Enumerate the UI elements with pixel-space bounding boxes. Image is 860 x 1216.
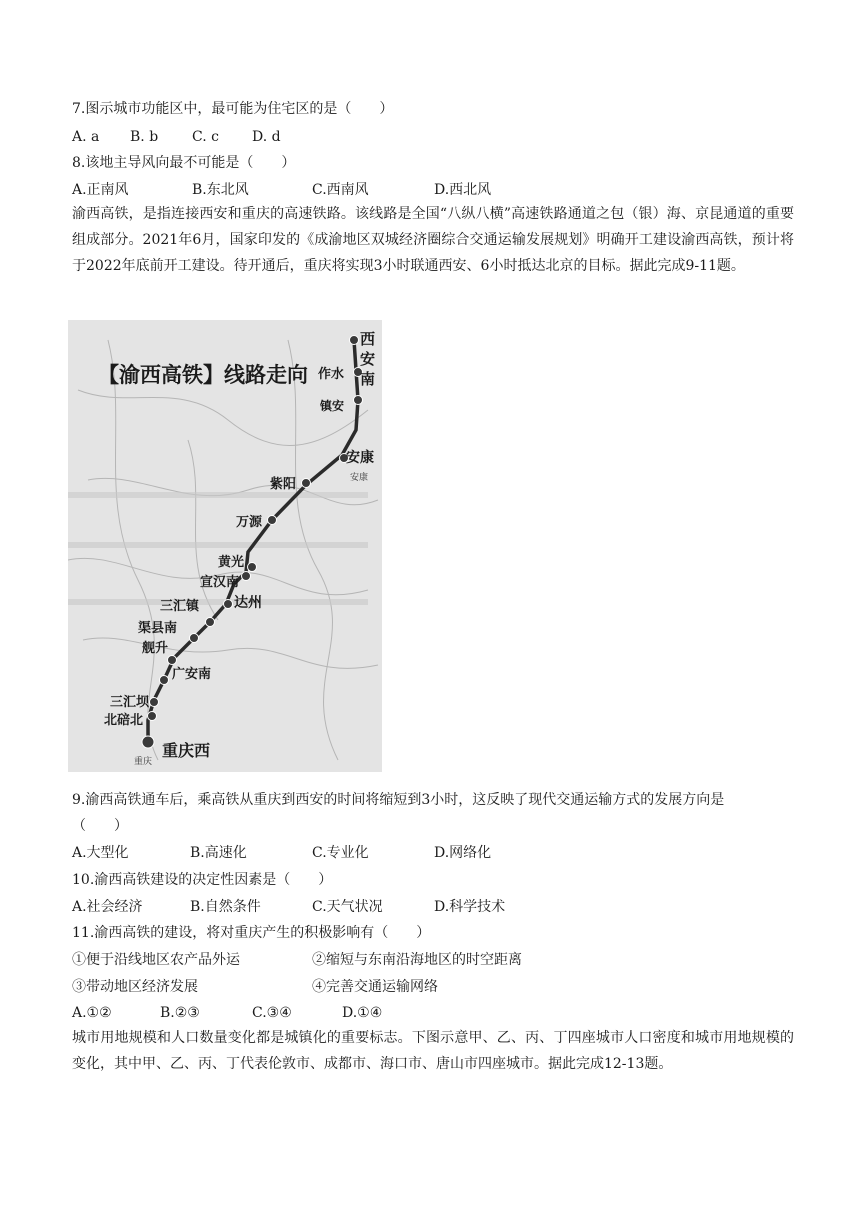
station-guangan-nan <box>160 676 169 685</box>
station-ziyang <box>302 479 311 488</box>
station-quxian-nan <box>190 634 199 643</box>
label-dazhou: 达州 <box>234 595 262 611</box>
q9-option-c[interactable]: C.专业化 <box>312 845 369 861</box>
q7-option-d[interactable]: D. d <box>252 129 281 145</box>
q11-item-4: ④完善交通运输网络 <box>312 979 438 995</box>
railway-route-map <box>68 320 382 772</box>
label-sanhuizhen: 三汇镇 <box>160 599 200 614</box>
q9-stem-continued: （ ） <box>72 818 128 834</box>
label-chongqing-xi: 重庆西 <box>162 741 211 760</box>
station-chongqing-xi <box>142 736 154 748</box>
passage-urbanization: 城市用地规模和人口数量变化都是城镇化的重要标志。下图示意甲、乙、丙、丁四座城市人口密度和城市用地规模的变化，其中甲、乙、丙、丁代表伦敦市、成都市、海口市、唐山市四座城市。据此完成12-13题。 <box>72 1030 794 1072</box>
q11-option-a[interactable]: A.①② <box>72 1005 112 1021</box>
q11-stem: 11.渝西高铁的建设，将对重庆产生的积极影响有（ ） <box>72 925 431 941</box>
label-an: 安 <box>360 350 376 368</box>
label-nan: 南 <box>360 370 376 388</box>
q11-item-2: ②缩短与东南沿海地区的时空距离 <box>312 952 522 968</box>
label-ankang-small: 安康 <box>350 473 369 483</box>
q10-option-a[interactable]: A.社会经济 <box>72 899 143 915</box>
q10-option-b[interactable]: B.自然条件 <box>190 899 261 915</box>
q7-option-a[interactable]: A. a <box>72 129 100 145</box>
station-zhenan <box>354 396 363 405</box>
label-jiansheng: 舰升 <box>142 641 169 656</box>
label-xian: 西 <box>360 330 376 348</box>
label-zhenan: 镇安 <box>320 399 345 413</box>
q7-option-c[interactable]: C. c <box>192 129 219 145</box>
q7-option-b[interactable]: B. b <box>130 129 159 145</box>
q9-option-d[interactable]: D.网络化 <box>434 845 492 861</box>
station-wanyuan <box>268 516 277 525</box>
q8-stem: 8.该地主导风向最不可能是（ ） <box>72 155 296 171</box>
label-ziyang: 紫阳 <box>270 477 297 492</box>
label-chongqing: 重庆 <box>134 757 153 767</box>
label-ankang: 安康 <box>346 450 374 466</box>
q11-item-3: ③带动地区经济发展 <box>72 979 198 995</box>
q10-option-c[interactable]: C.天气状况 <box>312 899 383 915</box>
q8-option-a[interactable]: A.正南风 <box>72 182 129 198</box>
label-sanhuiba: 三汇坝 <box>110 695 150 710</box>
q8-option-b[interactable]: B.东北风 <box>192 182 249 198</box>
map-title: 【渝西高铁】线路走向 <box>98 363 308 387</box>
label-guangan-nan: 广安南 <box>172 667 212 682</box>
q11-option-b[interactable]: B.②③ <box>160 1005 200 1021</box>
q8-option-d[interactable]: D.西北风 <box>434 182 492 198</box>
station-dazhou <box>224 600 233 609</box>
passage-yuxi-railway: 渝西高铁，是指连接西安和重庆的高速铁路。该线路是全国“八纵八横”高速铁路通道之包（银）海、京昆通道的重要组成部分。2021年6月，国家印发的《成渝地区双城经济圈综合交通运输发展规划》明确开工建设渝西高铁，预计将于2022年底前开工建设。待开通后，重庆将实现3小时联通西安、6小时抵达北京的目标。据此完成9-11题。 <box>72 206 794 274</box>
label-wanyuan: 万源 <box>236 515 263 530</box>
q11-option-c[interactable]: C.③④ <box>252 1005 292 1021</box>
q9-stem: 9.渝西高铁通车后，乘高铁从重庆到西安的时间将缩短到3小时，这反映了现代交通运输方式的发展方向是 <box>72 792 725 808</box>
label-zuoshui: 作水 <box>318 367 345 382</box>
q7-stem: 7.图示城市功能区中，最可能为住宅区的是（ ） <box>72 101 394 117</box>
label-xuanhan-nan: 宣汉南 <box>200 575 240 590</box>
station-sanhuizhen <box>206 618 215 627</box>
q9-option-a[interactable]: A.大型化 <box>72 845 129 861</box>
station-jiansheng <box>168 656 177 665</box>
q8-option-c[interactable]: C.西南风 <box>312 182 369 198</box>
label-beibei-bei: 北碚北 <box>104 713 144 728</box>
q10-stem: 10.渝西高铁建设的决定性因素是（ ） <box>72 872 333 888</box>
q11-item-1: ①便于沿线地区农产品外运 <box>72 952 240 968</box>
label-quxian-nan: 渠县南 <box>138 621 178 636</box>
station-sanhuiba <box>150 698 159 707</box>
q11-option-d[interactable]: D.①④ <box>342 1005 383 1021</box>
station-beibei-bei <box>148 712 157 721</box>
station-xian-nan <box>350 336 359 345</box>
station-xuanhan-nan <box>242 572 251 581</box>
label-huangguang: 黄光 <box>218 555 245 570</box>
station-huangguang <box>248 563 257 572</box>
q10-option-d[interactable]: D.科学技术 <box>434 899 506 915</box>
q9-option-b[interactable]: B.高速化 <box>190 845 247 861</box>
